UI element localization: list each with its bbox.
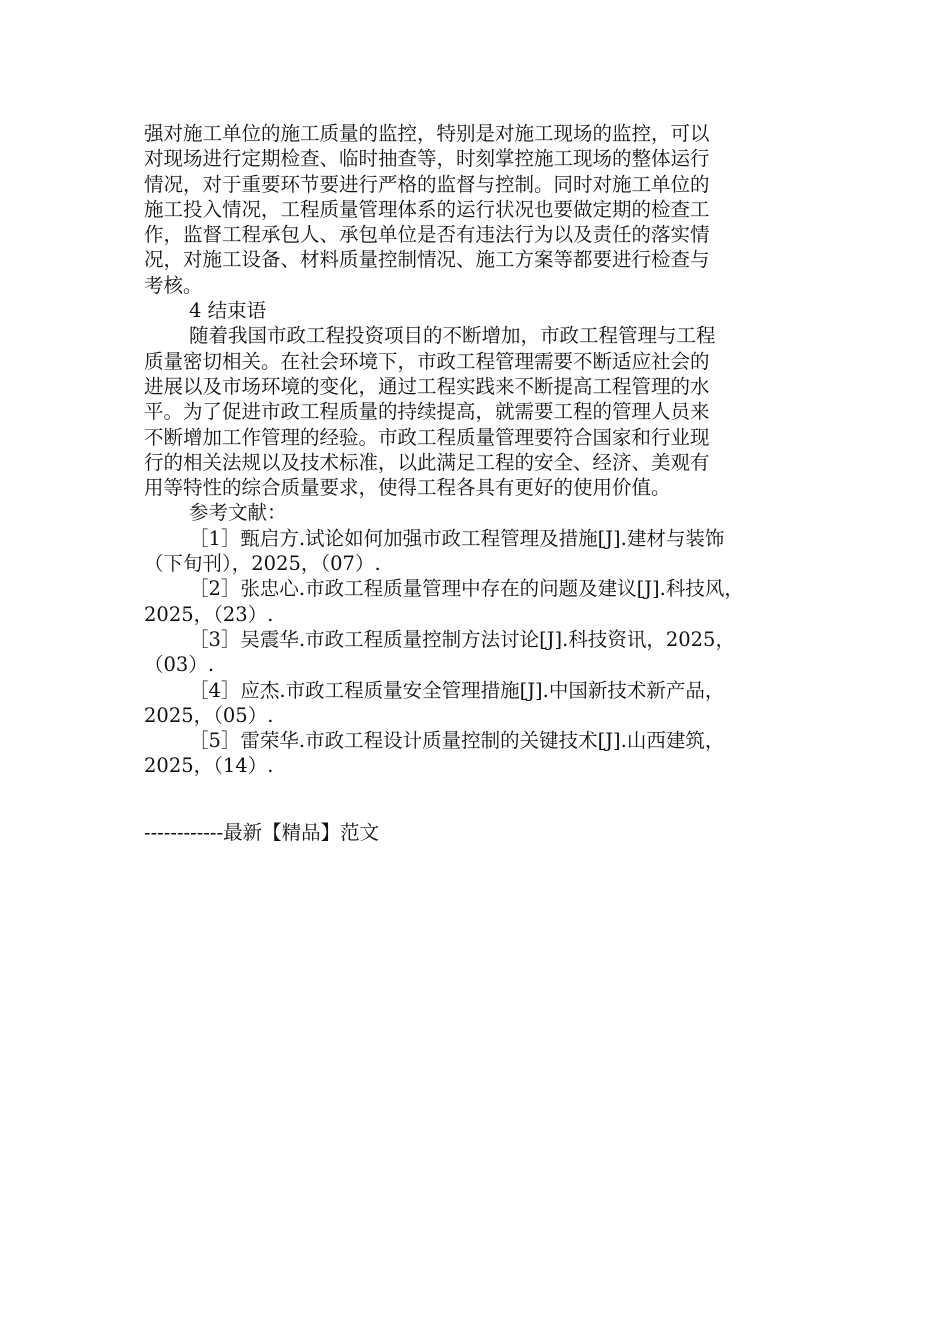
reference-line: （03）. [144, 653, 215, 677]
text-line: 随着我国市政工程投资项目的不断增加，市政工程管理与工程 [189, 324, 716, 348]
reference-line: ［3］吴震华.市政工程质量控制方法讨论[J].科技资讯，2025， [189, 627, 735, 651]
reference-line: ［5］雷荣华.市政工程设计质量控制的关键技术[J].山西建筑， [189, 729, 725, 753]
footer-label: ------------最新【精品】范文 [144, 821, 380, 844]
reference-item [144, 627, 814, 678]
reference-line: （下旬刊），2025，（07）. [144, 552, 381, 576]
text-line: 对现场进行定期检查、临时抽查等，时刻掌控施工现场的整体运行 [144, 147, 710, 171]
paragraph-supervision [144, 121, 814, 298]
reference-line: ［1］甄启方.试论如何加强市政工程管理及措施[J].建材与装饰 [189, 526, 725, 550]
text-line: 进展以及市场环境的变化，通过工程实践来不断提高工程管理的水 [144, 374, 710, 398]
reference-line: 2025，（05）. [144, 703, 274, 727]
reference-item [144, 728, 814, 779]
text-line: 质量密切相关。在社会环境下，市政工程管理需要不断适应社会的 [144, 349, 710, 373]
paragraph-conclusion [144, 323, 814, 500]
text-line: 用等特性的综合质量要求，使得工程各具有更好的使用价值。 [144, 476, 671, 500]
text-line: 况，对施工设备、材料质量控制情况、施工方案等都要进行检查与 [144, 248, 710, 272]
references-heading: 参考文献： [189, 501, 287, 525]
section-heading: 4 结束语 [189, 299, 267, 323]
reference-line: ［4］应杰.市政工程质量安全管理措施[J].中国新技术新产品， [189, 678, 725, 702]
text-line: 情况，对于重要环节要进行严格的监督与控制。同时对施工单位的 [144, 172, 710, 196]
text-line: 行的相关法规以及技术标准，以此满足工程的安全、经济、美观有 [144, 450, 710, 474]
reference-item [144, 526, 814, 577]
text-line: 作，监督工程承包人、承包单位是否有违法行为以及责任的落实情 [144, 223, 710, 247]
reference-line: 2025，（23）. [144, 602, 274, 626]
text-line: 考核。 [144, 273, 203, 297]
reference-item [144, 576, 814, 627]
text-line: 强对施工单位的施工质量的监控，特别是对施工现场的监控，可以 [144, 122, 710, 145]
document-body [144, 121, 814, 779]
reference-line: ［2］张忠心.市政工程质量管理中存在的问题及建议[J].科技风， [189, 577, 744, 601]
text-line: 施工投入情况，工程质量管理体系的运行状况也要做定期的检查工 [144, 197, 710, 221]
reference-list [144, 526, 814, 779]
text-line: 平。为了促进市政工程质量的持续提高，就需要工程的管理人员来 [144, 400, 710, 424]
reference-item [144, 678, 814, 729]
text-line: 不断增加工作管理的经验。市政工程质量管理要符合国家和行业现 [144, 425, 710, 449]
reference-line: 2025，（14）. [144, 754, 274, 778]
